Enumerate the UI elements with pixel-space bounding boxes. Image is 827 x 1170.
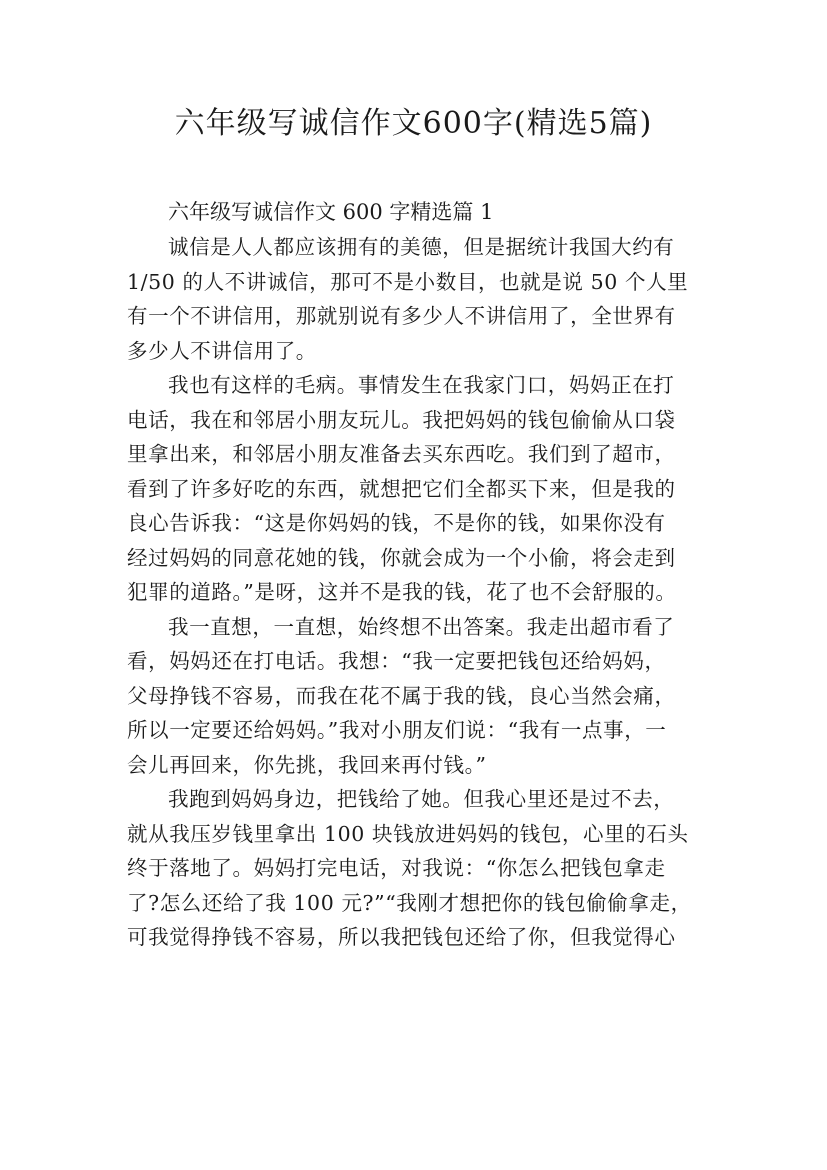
text-line: 我也有这样的毛病。事情发生在我家门口，妈妈正在打 — [168, 373, 675, 397]
text-line: 经过妈妈的同意花她的钱，你就会成为一个小偷，将会走到 — [127, 545, 676, 570]
text-line: 电话，我在和邻居小朋友玩儿。我把妈妈的钱包偷偷从口袋 — [127, 407, 676, 432]
text-line: 终于落地了。妈妈打完电话，对我说：“你怎么把钱包拿走 — [127, 856, 666, 880]
text-line: 就从我压岁钱里拿出 100 块钱放进妈妈的钱包，心里的石头 — [127, 821, 689, 846]
text-line: 里拿出来，和邻居小朋友准备去买东西吃。我们到了超市， — [127, 442, 676, 466]
text-line: 看，妈妈还在打电话。我想：“我一定要把钱包还给妈妈， — [127, 649, 666, 673]
text-line: 所以一定要还给妈妈。”我对小朋友们说：“我有一点事，一 — [127, 718, 667, 742]
text-line: 我跑到妈妈身边，把钱给了她。但我心里还是过不去， — [168, 787, 675, 811]
text-line: 会儿再回来，你先挑，我回来再付钱。” — [127, 752, 487, 777]
text-line: 父母挣钱不容易，而我在花不属于我的钱，良心当然会痛， — [127, 683, 676, 708]
text-line: 犯罪的道路。”是呀，这并不是我的钱，花了也不会舒服的。 — [127, 580, 677, 604]
text-line: 良心告诉我：“这是你妈妈的钱，不是你的钱，如果你没有 — [127, 511, 666, 535]
text-line: 可我觉得挣钱不容易，所以我把钱包还给了你，但我觉得心 — [127, 925, 676, 949]
text-line: 有一个不讲信用，那就别说有多少人不讲信用了，全世界有 — [127, 304, 676, 328]
section-heading: 六年级写诚信作文 600 字精选篇 1 — [168, 200, 494, 224]
text-line: 诚信是人人都应该拥有的美德，但是据统计我国大约有 — [168, 235, 675, 259]
text-line: 我一直想，一直想，始终想不出答案。我走出超市看了 — [168, 614, 675, 639]
article-body — [127, 230, 717, 955]
text-line: 1/50 的人不讲诚信，那可不是小数目，也就是说 50 个人里 — [127, 269, 689, 294]
text-line: 了?怎么还给了我 100 元?”“我刚才想把你的钱包偷偷拿走， — [127, 890, 692, 915]
document-title: 六年级写诚信作文600字(精选5篇) — [174, 106, 653, 141]
text-line: 看到了许多好吃的东西，就想把它们全都买下来，但是我的 — [127, 476, 676, 501]
text-line: 多少人不讲信用了。 — [127, 338, 317, 363]
